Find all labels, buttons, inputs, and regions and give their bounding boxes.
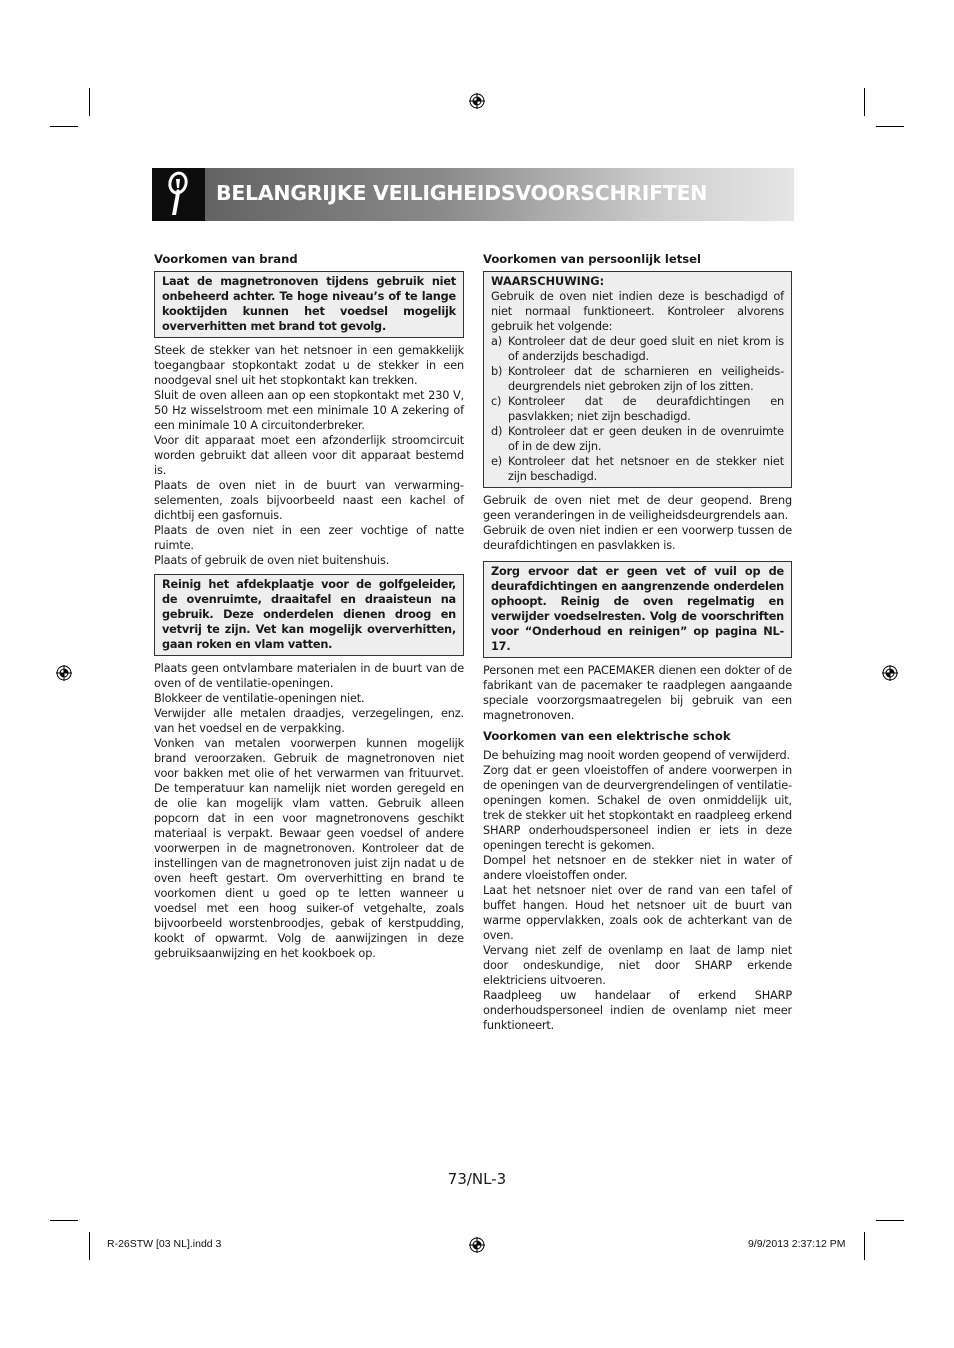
paragraph: Vonken van metalen voorwerpen kunnen mogelijk brand veroorzaken. Gebruik de magnetronoven niet voor bakken met olie of het verwarmen van frituurvet. De temperatuur kan namelijk niet worden geregeld en de olie kan mogelijk vlam vatten. Gebruik alleen popcorn dat in een voor magnetronovens geschikt materiaal is verpakt. Bewaar geen voedsel of andere voorwerpen in de magnetronoven. Kontroleer dat de instellingen van de magnetronoven juist zijn nadat u de oven heeft gestart. Om oververhitting en brand te voorkomen dient u goed op te letten wanneer u voedsel met een hoog suiker-of vetgehalte, zoals bijvoorbeeld worstenbroodjes, gebak of kerstpudding, kookt of opwarmt. Volg de aanwijzingen in deze gebruiksaanwijzing en het kookboek op. — [154, 737, 464, 960]
registration-mark-icon — [56, 665, 72, 681]
warning-title: WAARSCHUWING: — [491, 275, 605, 288]
registration-mark-icon — [469, 93, 485, 109]
warning-text: Zorg ervoor dat er geen vet of vuil op de deurafdichtingen en aangrenzende onderdelen ophoopt. Reinig de oven regelmatig en verwijder voedselresten. Volg de voorschriften voor “Onderhoud en reinigen” op pagina NL-17. — [491, 565, 784, 653]
crop-mark — [864, 88, 865, 116]
list-item: b) Kontroleer dat de scharnieren en veiligheids-deurgrendels niet gebroken zijn of los zitten. — [491, 365, 784, 393]
section-heading-fire: Voorkomen van brand — [154, 252, 298, 266]
paragraph: Steek de stekker van het netsnoer in een gemakkelijk toegangbaar stopkontakt zodat u de stekker in een noodgeval snel uit het stopkontakt kan trekken. — [154, 344, 464, 387]
paragraph: Verwijder alle metalen draadjes, verzegelingen, enz. van het voedsel en de verpakking. — [154, 707, 464, 735]
page-number: 73/NL-3 — [447, 1170, 507, 1188]
paragraph: Personen met een PACEMAKER dienen een dokter of de fabrikant van de pacemaker te raadplegen aangaande speciale voorzorgsmaatregelen bij gebruik van een magnetronoven. — [483, 664, 792, 722]
paragraph: De behuizing mag nooit worden geopend of verwijderd. — [483, 749, 790, 762]
list-item: e) Kontroleer dat het netsnoer en de stekker niet zijn beschadigd. — [491, 455, 784, 483]
crop-mark — [50, 126, 78, 127]
warning-text: Reinig het afdekplaatje voor de golfgeleider, de ovenruimte, draaitafel en draaisteun na gebruik. Deze onderdelen dienen droog en vetvrij te zijn. Vet kan mogelijk oververhitten, gaan roken en vlam vatten. — [162, 578, 456, 651]
warning-intro: Gebruik de oven niet indien deze is beschadigd of niet normaal funktioneert. Kontroleer alvorens gebruik het volgende: — [491, 290, 784, 333]
registration-mark-icon — [469, 1237, 485, 1253]
warning-box-damage — [483, 271, 792, 488]
paragraph: Sluit de oven alleen aan op een stopkontakt met 230 V, 50 Hz wisselstroom met een minimale 10 A zekering of een minimale 10 A circuitonderbreker. — [154, 389, 464, 432]
timestamp: 9/9/2013 2:37:12 PM — [748, 1238, 846, 1250]
paragraph: Plaats de oven niet in de buurt van verwarming-selementen, zoals bijvoorbeeld naast een kachel of dichtbij een gasfornuis. — [154, 479, 464, 522]
paragraph: Raadpleeg uw handelaar of erkend SHARP onderhoudspersoneel indien de ovenlamp niet meer funktioneert. — [483, 989, 792, 1032]
crop-mark — [89, 1232, 90, 1260]
paragraph: Dompel het netsnoer en de stekker niet in water of andere vloeistoffen onder. — [483, 854, 792, 882]
paragraph: Gebruik de oven niet met de deur geopend. Breng geen veranderingen in de veiligheidsdeurgrendels aan. — [483, 494, 792, 522]
crop-mark — [864, 1232, 865, 1260]
warning-box-cleaning — [154, 574, 464, 656]
registration-mark-icon — [882, 665, 898, 681]
crop-mark — [876, 126, 904, 127]
paragraph: Plaats de oven niet in een zeer vochtige of natte ruimte. — [154, 524, 464, 552]
crop-mark — [89, 88, 90, 116]
list-item: d) Kontroleer dat er geen deuken in de ovenruimte of in de dew zijn. — [491, 425, 784, 453]
warning-text: Laat de magnetronoven tijdens gebruik niet onbeheerd achter. Te hoge niveau’s of te lange kooktijden kunnen het voedsel mogelijk oververhitten met brand tot gevolg. — [162, 275, 456, 333]
section-heading-injury: Voorkomen van persoonlijk letsel — [483, 252, 702, 266]
paragraph: Plaats geen ontvlambare materialen in de buurt van de oven of de ventilatie-openingen. — [154, 662, 464, 690]
file-slug: R-26STW [03 NL].indd 3 — [107, 1238, 222, 1250]
paragraph: Zorg dat er geen vloeistoffen of andere voorwerpen in de openingen van de deurvergrendelingen of ventilatie-openingen komen. Schakel de oven onmiddelijk uit, trek de stekker uit het stopkontakt en raadpleeg erkend SHARP onderhoudspersoneel indien er iets in deze openingen terecht is gekomen. — [483, 764, 792, 852]
exclamation-magnifier-icon — [152, 168, 205, 221]
checklist — [491, 334, 784, 484]
paragraph: Blokkeer de ventilatie-openingen niet. — [154, 692, 365, 705]
warning-box-grease — [483, 561, 792, 658]
list-item: a) Kontroleer dat de deur goed sluit en niet krom is of anderzijds beschadigd. — [491, 335, 784, 363]
warning-box-unattended — [154, 271, 464, 338]
paragraph: Vervang niet zelf de ovenlamp en laat de lamp niet door ondeskundige, niet door SHARP erkende elektriciens uitvoeren. — [483, 944, 792, 987]
paragraph: Plaats of gebruik de oven niet buitenshuis. — [154, 554, 390, 567]
list-item: c) Kontroleer dat de deurafdichtingen en pasvlakken; niet zijn beschadigd. — [491, 395, 784, 423]
title-banner — [152, 168, 794, 221]
paragraph: Gebruik de oven niet indien er een voorwerp tussen de deurafdichtingen en pasvlakken is. — [483, 524, 792, 552]
crop-mark — [50, 1220, 78, 1221]
paragraph: Voor dit apparaat moet een afzonderlijk stroomcircuit worden gebruikt dat alleen voor dit apparaat bestemd is. — [154, 434, 464, 477]
right-column — [483, 252, 792, 1033]
section-heading-shock: Voorkomen van een elektrische schok — [483, 729, 731, 743]
paragraph: Laat het netsnoer niet over de rand van een tafel of buffet hangen. Houd het netsnoer uit de buurt van warme oppervlakken, zoals ook de achterkant van de oven. — [483, 884, 792, 942]
left-column — [154, 252, 464, 961]
crop-mark — [876, 1220, 904, 1221]
page-title: BELANGRIJKE VEILIGHEIDSVOORSCHRIFTEN — [216, 181, 708, 205]
